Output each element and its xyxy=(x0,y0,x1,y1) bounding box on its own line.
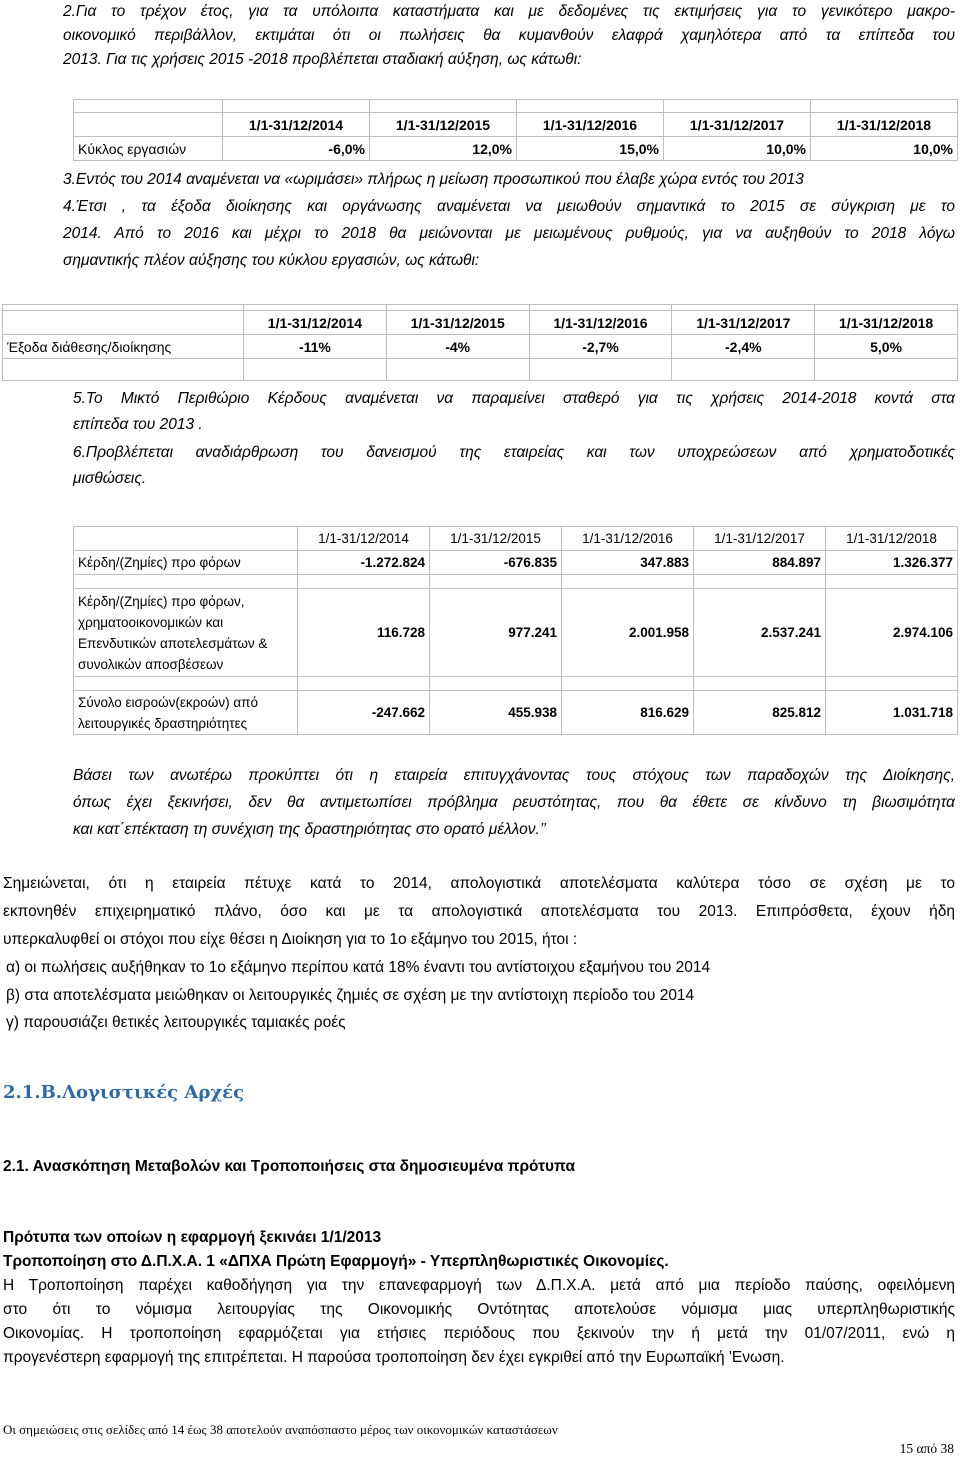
point-6-line-2: μισθώσεις. xyxy=(73,470,147,487)
value-cell: 1.326.377 xyxy=(826,551,958,575)
period-header: 1/1-31/12/2016 xyxy=(517,113,664,137)
row-label: Έξοδα διάθεσης/διοίκησης xyxy=(3,335,244,359)
period-header: 1/1-31/12/2016 xyxy=(529,311,672,335)
value-cell: 2.537.241 xyxy=(694,589,826,677)
period-header: 1/1-31/12/2015 xyxy=(386,311,529,335)
point-4-line-1: 4.Έτσι , τα έξοδα διοίκησης και οργάνωσης αναμένεται να μειωθούν σημαντικά το 2015 σε σύγκριση με το xyxy=(63,198,955,215)
period-header: 1/1-31/12/2014 xyxy=(244,311,387,335)
header-row xyxy=(74,113,958,137)
row-label: Σύνολο εισροών(εκροών) από λειτουργικές δραστηριότητες xyxy=(74,691,298,735)
row-label: Κύκλος εργασιών xyxy=(74,137,223,161)
spacer-row xyxy=(74,575,958,589)
value-cell: 977.241 xyxy=(430,589,562,677)
header-row xyxy=(3,311,958,335)
point-5-line-2: επίπεδα του 2013 . xyxy=(73,416,203,433)
value-cell: -11% xyxy=(244,335,387,359)
point-4-line-3: σημαντικής πλέον αύξησης του κύκλου εργασιών, ως κάτωθι: xyxy=(63,252,480,269)
turnover-table xyxy=(73,99,958,161)
table-row xyxy=(74,137,958,161)
value-cell: -6,0% xyxy=(223,137,370,161)
amendment-line-2: στο ότι το νόμισμα λειτουργίας της Οικονομικής Οντότητας αποτελούσε νόμισμα μιας υπερπληθωριστικής xyxy=(3,1301,955,1318)
value-cell: 116.728 xyxy=(298,589,430,677)
value-cell: 455.938 xyxy=(430,691,562,735)
period-header: 1/1-31/12/2017 xyxy=(664,113,811,137)
point-6-line-1: 6.Προβλέπεται αναδιάρθρωση του δανεισμού της εταιρείας και των υποχρεώσεων από χρηματοδοτικές xyxy=(73,444,955,461)
value-cell: -2,7% xyxy=(529,335,672,359)
value-cell: 825.812 xyxy=(694,691,826,735)
page-number: 15 από 38 xyxy=(899,1441,954,1456)
row-label: Κέρδη/(Ζημίες) προ φόρων xyxy=(74,551,298,575)
expenses-table xyxy=(2,304,958,381)
point-5-line-1: 5.Το Μικτό Περιθώριο Κέρδους αναμένεται να παραμείνει σταθερό για τις χρήσεις 2014-2018 κοντά στα xyxy=(73,390,955,407)
value-cell: 2.001.958 xyxy=(562,589,694,677)
table-row xyxy=(74,100,958,113)
section-heading: 2.1.Β.Λογιστικές Αρχές xyxy=(3,1082,245,1103)
subsection-heading: 2.1. Ανασκόπηση Μεταβολών και Τροποποιήσεις στα δημοσιευμένα πρότυπα xyxy=(3,1158,576,1175)
amendment-line-4: προγενέστερη εφαρμογή της επιτρέπεται. Η παρούσα τροποποίηση δεν έχει εγκριθεί από την Ευρωπαϊκή 'Ενωση. xyxy=(3,1349,785,1366)
conclusion-line-2: όπως έχει ξεκινήσει, δεν θα αντιμετωπίσει πρόβλημα ρευστότητας, που θα έθετε σε κίνδυνο τη βιωσιμότητα xyxy=(73,794,955,811)
value-cell: 10,0% xyxy=(811,137,958,161)
results-table xyxy=(73,526,958,735)
intro-line-2: οικονομικό περιβάλλον, εκτιμάται ότι οι πωλήσεις θα κυμανθούν ελαφρά χαμηλότερα από τα επίπεδα του xyxy=(63,27,955,44)
table-row xyxy=(3,335,958,359)
point-3: 3.Εντός του 2014 αναμένεται να «ωριμάσει» πλήρως η μείωση προσωπικού που έλαβε χώρα εντός του 2013 xyxy=(63,171,804,188)
row-label: Κέρδη/(Ζημίες) προ φόρων, χρηματοοικονομικών και Επενδυτικών αποτελεσμάτων & συνολικών αποσβέσεων xyxy=(74,589,298,677)
value-cell: 15,0% xyxy=(517,137,664,161)
standards-heading: Πρότυπα των οποίων η εφαρμογή ξεκινάει 1/1/2013 xyxy=(3,1229,382,1246)
table-row xyxy=(74,551,958,575)
amendment-line-1: Η Τροποποίηση παρέχει καθοδήγηση για την επανεφαρμογή των Δ.Π.Χ.Α. μετά από μια περίοδο παύσης, οφειλόμενη xyxy=(3,1277,955,1294)
period-header: 1/1-31/12/2018 xyxy=(815,311,958,335)
period-header: 1/1-31/12/2018 xyxy=(826,527,958,551)
value-cell: -1.272.824 xyxy=(298,551,430,575)
period-header: 1/1-31/12/2015 xyxy=(370,113,517,137)
period-header: 1/1-31/12/2016 xyxy=(562,527,694,551)
conclusion-line-1: Βάσει των ανωτέρω προκύπτει ότι η εταιρεία επιτυγχάνοντας τους στόχους των παραδοχών της Διοίκησης, xyxy=(73,767,955,784)
value-cell: -247.662 xyxy=(298,691,430,735)
period-header: 1/1-31/12/2018 xyxy=(811,113,958,137)
intro-line-3: 2013. Για τις χρήσεις 2015 -2018 προβλέπεται σταδιακή αύξηση, ως κάτωθι: xyxy=(63,51,582,68)
note-item-c: γ) παρουσιάζει θετικές λειτουργικές ταμιακές ροές xyxy=(6,1014,346,1031)
note-line-3: υπερκαλυφθεί οι στόχοι που είχε θέσει η Διοίκηση για το 1ο εξάμηνο του 2015, ήτοι : xyxy=(3,931,578,948)
value-cell: 10,0% xyxy=(664,137,811,161)
value-cell: -4% xyxy=(386,335,529,359)
table-row xyxy=(74,589,958,677)
value-cell: 12,0% xyxy=(370,137,517,161)
period-header: 1/1-31/12/2014 xyxy=(298,527,430,551)
period-header: 1/1-31/12/2015 xyxy=(430,527,562,551)
spacer-row xyxy=(74,677,958,691)
header-row xyxy=(74,527,958,551)
table-row xyxy=(3,359,958,381)
amendment-heading: Τροποποίηση στο Δ.Π.Χ.Α. 1 «ΔΠΧΑ Πρώτη Εφαρμογή» - Υπερπληθωριστικές Οικονομίες. xyxy=(3,1253,669,1270)
value-cell: 816.629 xyxy=(562,691,694,735)
period-header: 1/1-31/12/2014 xyxy=(223,113,370,137)
amendment-line-3: Οικονομίας. Η τροποποίηση εφαρμόζεται για ετήσιες περιόδους που ξεκινούν την ή μετά την 01/07/2011, ενώ η xyxy=(3,1325,955,1342)
value-cell: -676.835 xyxy=(430,551,562,575)
period-header: 1/1-31/12/2017 xyxy=(672,311,815,335)
value-cell: 1.031.718 xyxy=(826,691,958,735)
value-cell: 5,0% xyxy=(815,335,958,359)
value-cell: -2,4% xyxy=(672,335,815,359)
note-line-1: Σημειώνεται, ότι η εταιρεία πέτυχε κατά το 2014, απολογιστικά αποτελέσματα καλύτερα τόσο σε σχέση με το xyxy=(3,875,955,892)
value-cell: 884.897 xyxy=(694,551,826,575)
period-header: 1/1-31/12/2017 xyxy=(694,527,826,551)
footer-note: Οι σημειώσεις στις σελίδες από 14 έως 38 αποτελούν αναπόσπαστο μέρος των οικονομικών καταστάσεων xyxy=(3,1422,558,1437)
conclusion-line-3: και κατ΄επέκταση τη συνέχιση της δραστηριότητας στο ορατό μέλλον.’’ xyxy=(73,821,547,838)
intro-line-1: 2.Για το τρέχον έτος, για τα υπόλοιπα καταστήματα και με δεδομένες τις εκτιμήσεις για το γενικότερο μακρο- xyxy=(63,3,955,20)
note-item-b: β) στα αποτελέσματα μειώθηκαν οι λειτουργικές ζημιές σε σχέση με την αντίστοιχη περίοδο του 2014 xyxy=(6,987,695,1004)
note-line-2: εκπονηθέν επιχειρηματικό πλάνο, όσο και με τα απολογιστικά αποτελέσματα του 2013. Επιπρόσθετα, έχουν ήδη xyxy=(3,903,955,920)
table-row xyxy=(74,691,958,735)
value-cell: 347.883 xyxy=(562,551,694,575)
note-item-a: α) οι πωλήσεις αυξήθηκαν το 1ο εξάμηνο περίπου κατά 18% έναντι του αντίστοιχου εξαμήνου του 2014 xyxy=(6,959,711,976)
value-cell: 2.974.106 xyxy=(826,589,958,677)
point-4-line-2: 2014. Από το 2016 και μέχρι το 2018 θα μειώνονται με μειωμένους ρυθμούς, για να αυξηθούν το 2018 λόγω xyxy=(63,225,955,242)
